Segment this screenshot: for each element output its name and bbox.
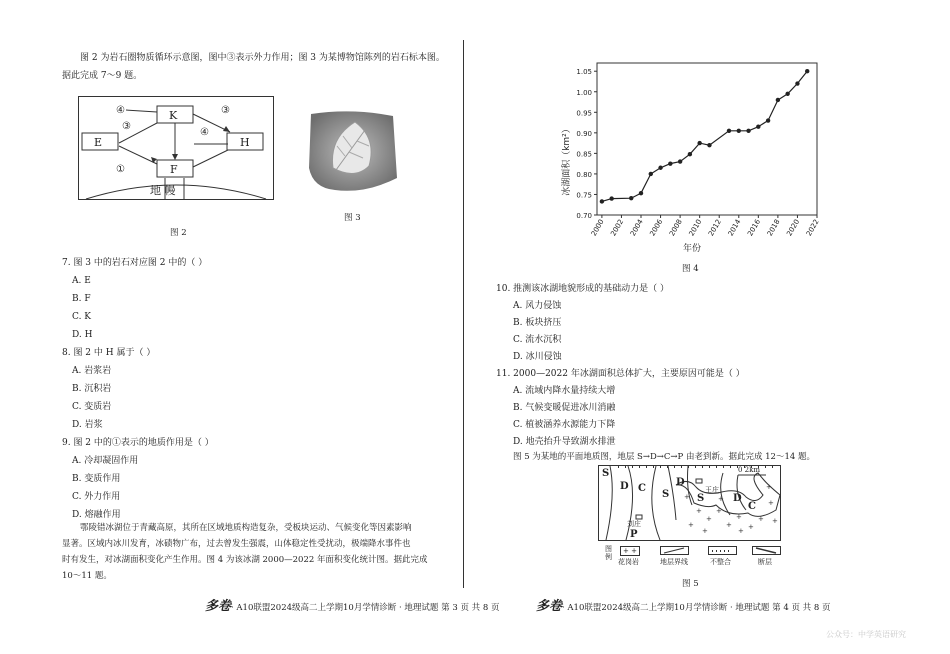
q8-option-d: D. 岩浆 [72, 420, 103, 430]
map-letter-s3: S [697, 493, 705, 504]
x-tick-label: 2008 [668, 218, 684, 238]
x-tick-label: 2002 [609, 218, 626, 238]
brand-logo: 多卷 [205, 599, 232, 614]
data-point [658, 166, 662, 170]
y-tick-label: 1.05 [576, 68, 592, 77]
q11-stem: 11. 2000—2022 年冰湖面积总体扩大，主要原因可能是（ ） [496, 369, 745, 379]
right-footer [536, 600, 830, 615]
q11-option-b: B. 气候变暖促进冰川消融 [513, 403, 616, 413]
svg-text:+: + [688, 521, 694, 529]
x-tick-label: 2010 [687, 218, 704, 238]
granite-body [676, 473, 780, 516]
map-letter-s2: S [662, 489, 670, 500]
svg-text:+: + [758, 515, 764, 523]
data-point [688, 152, 692, 156]
map-scale: 0 2km [738, 466, 761, 474]
svg-text:+: + [716, 507, 722, 515]
q10-option-b: B. 板块挤压 [513, 318, 562, 328]
intro-line-2: 据此完成 7～9 题。 [62, 71, 143, 81]
data-point [629, 196, 633, 200]
q10-option-a: A. 风力侵蚀 [513, 301, 562, 311]
q9-option-c: C. 外力作用 [72, 492, 121, 502]
data-point [746, 129, 750, 133]
y-tick-label: 0.85 [576, 150, 592, 159]
chart-axes [576, 63, 820, 237]
right-footer-text: · A10联盟2024级高二上学期10月学情诊断 · 地理试题 第 4 页 共 8 页 [562, 603, 831, 613]
data-point [785, 92, 789, 96]
q10-option-d: D. 冰川侵蚀 [513, 352, 562, 362]
node-k: K [169, 109, 178, 122]
q9-option-b: B. 变质作用 [72, 474, 121, 484]
plot-frame [597, 63, 817, 215]
x-tick-label: 2016 [746, 218, 763, 238]
data-point [707, 143, 711, 147]
data-point [649, 172, 653, 176]
legend-fault-swatch [752, 546, 782, 556]
data-point [697, 141, 701, 145]
arrow-label-3a: ③ [122, 121, 131, 132]
data-point [737, 129, 741, 133]
legend-unconformity-swatch [708, 546, 738, 556]
y-tick-label: 1.00 [576, 88, 592, 97]
passage-line-3: 时有发生，对冰湖面积变化产生作用。图 4 为该冰湖 2000—2022 年面积变化统计图。据此完成 [62, 555, 428, 565]
svg-text:+: + [702, 527, 708, 535]
x-tick-label: 2012 [707, 218, 723, 238]
figure-4-line-chart [555, 55, 835, 255]
y-tick-label: 0.70 [576, 212, 592, 220]
data-point [727, 129, 731, 133]
q8-stem: 8. 图 2 中 H 属于（ ） [62, 348, 156, 358]
data-point [678, 159, 682, 163]
legend-unconformity: 不整合 [710, 558, 731, 566]
map-letter-c1: C [638, 483, 646, 494]
q7-option-c: C. K [72, 312, 92, 322]
node-f: F [170, 163, 178, 176]
x-tick-label: 2022 [804, 218, 821, 238]
q9-option-a: A. 冷却凝固作用 [72, 456, 139, 466]
x-tick-label: 2000 [589, 218, 606, 238]
legend-granite-swatch: + + [620, 546, 640, 556]
map-letter-d1: D [620, 481, 629, 492]
q8-option-b: B. 沉积岩 [72, 384, 112, 394]
data-point [600, 199, 604, 203]
figure-5-caption: 图 5 [682, 579, 699, 589]
data-point [805, 69, 809, 73]
q10-stem: 10. 推测该冰湖地貌形成的基础动力是（ ） [496, 284, 670, 294]
mantle-label: 地 幔 [150, 184, 176, 197]
map-letter-s1: S [602, 468, 610, 479]
figure-3-rock-photo [305, 108, 399, 194]
village-liu: 刘庄 [627, 520, 641, 528]
legend-boundary-swatch [660, 546, 690, 556]
arrow-label-4b: ④ [200, 127, 209, 138]
q7-option-a: A. E [72, 276, 91, 286]
data-point [609, 196, 613, 200]
arrow-label-1: ① [116, 164, 125, 175]
series-line [602, 71, 807, 201]
brand-logo-right: 多卷 [536, 599, 563, 614]
passage-line-2: 显著。区域内冰川发育，冰碛物广布，过去曾发生强震，山体稳定性受扰动，极端降水事件也 [62, 539, 411, 549]
q8-option-c: C. 变质岩 [72, 402, 112, 412]
node-h: H [240, 136, 250, 149]
passage-line-1: 鄂陵错冰湖位于青藏高原，其所在区域地质构造复杂，受板块运动、气候变化等因素影响 [80, 523, 412, 533]
legend-boundary: 地层界线 [660, 558, 688, 566]
map-letter-p: P [630, 529, 638, 540]
data-point [668, 161, 672, 165]
village-wang: 王庄 [705, 486, 719, 494]
figure-2-caption: 图 2 [170, 228, 187, 238]
legend-granite: 花岗岩 [618, 558, 639, 566]
left-footer-text: · A10联盟2024级高二上学期10月学情诊断 · 地理试题 第 3 页 共 8 页 [231, 603, 500, 613]
y-tick-label: 0.95 [576, 109, 592, 118]
village-wang-marker [696, 479, 702, 483]
chart-series [600, 69, 810, 204]
q9-stem: 9. 图 2 中的①表示的地质作用是（ ） [62, 438, 214, 448]
data-point [776, 98, 780, 102]
x-tick-label: 2004 [628, 218, 645, 238]
legend-title: 图例 [605, 545, 612, 561]
chart-x-axis-label: 年份 [682, 244, 702, 254]
legend-fault: 断层 [758, 558, 772, 566]
q11-option-a: A. 流域内降水量持续大增 [513, 386, 616, 396]
left-footer [205, 600, 499, 615]
q11-option-c: C. 植被涵养水源能力下降 [513, 420, 616, 430]
figure-4-caption: 图 4 [682, 264, 699, 274]
svg-text:+: + [696, 507, 702, 515]
q9-option-d: D. 熔融作用 [72, 510, 121, 520]
svg-text:+: + [766, 483, 772, 491]
svg-text:+: + [736, 513, 742, 521]
x-tick-label: 2018 [765, 218, 782, 238]
fig5-intro: 图 5 为某地的平面地质图，地层 S→D→C→P 由老到新。据此完成 12～14 题。 [513, 452, 815, 462]
svg-text:+: + [706, 515, 712, 523]
q7-option-b: B. F [72, 294, 91, 304]
intro-line-1: 图 2 为岩石圈物质循环示意图，图中③表示外力作用；图 3 为某博物馆陈列的岩石标本图。 [80, 53, 445, 63]
svg-text:+: + [768, 499, 774, 507]
q10-option-c: C. 流水沉积 [513, 335, 562, 345]
q11-option-d: D. 地壳抬升导致湖水排泄 [513, 437, 616, 447]
svg-text:+: + [748, 523, 754, 531]
data-point [756, 124, 760, 128]
svg-text:+: + [718, 495, 724, 503]
figure-3-caption: 图 3 [344, 213, 361, 223]
svg-text:+: + [738, 527, 744, 535]
y-tick-label: 0.80 [576, 170, 592, 179]
q7-stem: 7. 图 3 中的岩石对应图 2 中的（ ） [62, 258, 208, 268]
q7-option-d: D. H [72, 330, 93, 340]
y-tick-label: 0.90 [576, 129, 592, 138]
page-divider [463, 40, 464, 588]
data-point [766, 118, 770, 122]
arrow-label-4a: ④ [116, 105, 125, 116]
map-letter-d2: D [676, 477, 685, 488]
y-tick-label: 0.75 [576, 191, 592, 200]
x-tick-label: 2014 [726, 218, 743, 238]
x-tick-label: 2020 [785, 218, 802, 238]
data-point [795, 81, 799, 85]
data-point [639, 191, 643, 195]
arrow-label-3b: ③ [221, 105, 230, 116]
q8-option-a: A. 岩浆岩 [72, 366, 112, 376]
watermark: 公众号：中学英语研究 [826, 630, 906, 639]
passage-line-4: 10～11 题。 [62, 571, 112, 581]
svg-text:+: + [772, 517, 778, 525]
x-tick-label: 2006 [648, 218, 665, 238]
map-letter-d3: D [733, 493, 742, 504]
chart-y-axis-label: 冰湖面积（km²） [562, 124, 572, 196]
map-letter-c2: C [748, 501, 756, 512]
svg-text:+: + [726, 521, 732, 529]
svg-text:+: + [684, 493, 690, 501]
node-e: E [94, 136, 103, 149]
